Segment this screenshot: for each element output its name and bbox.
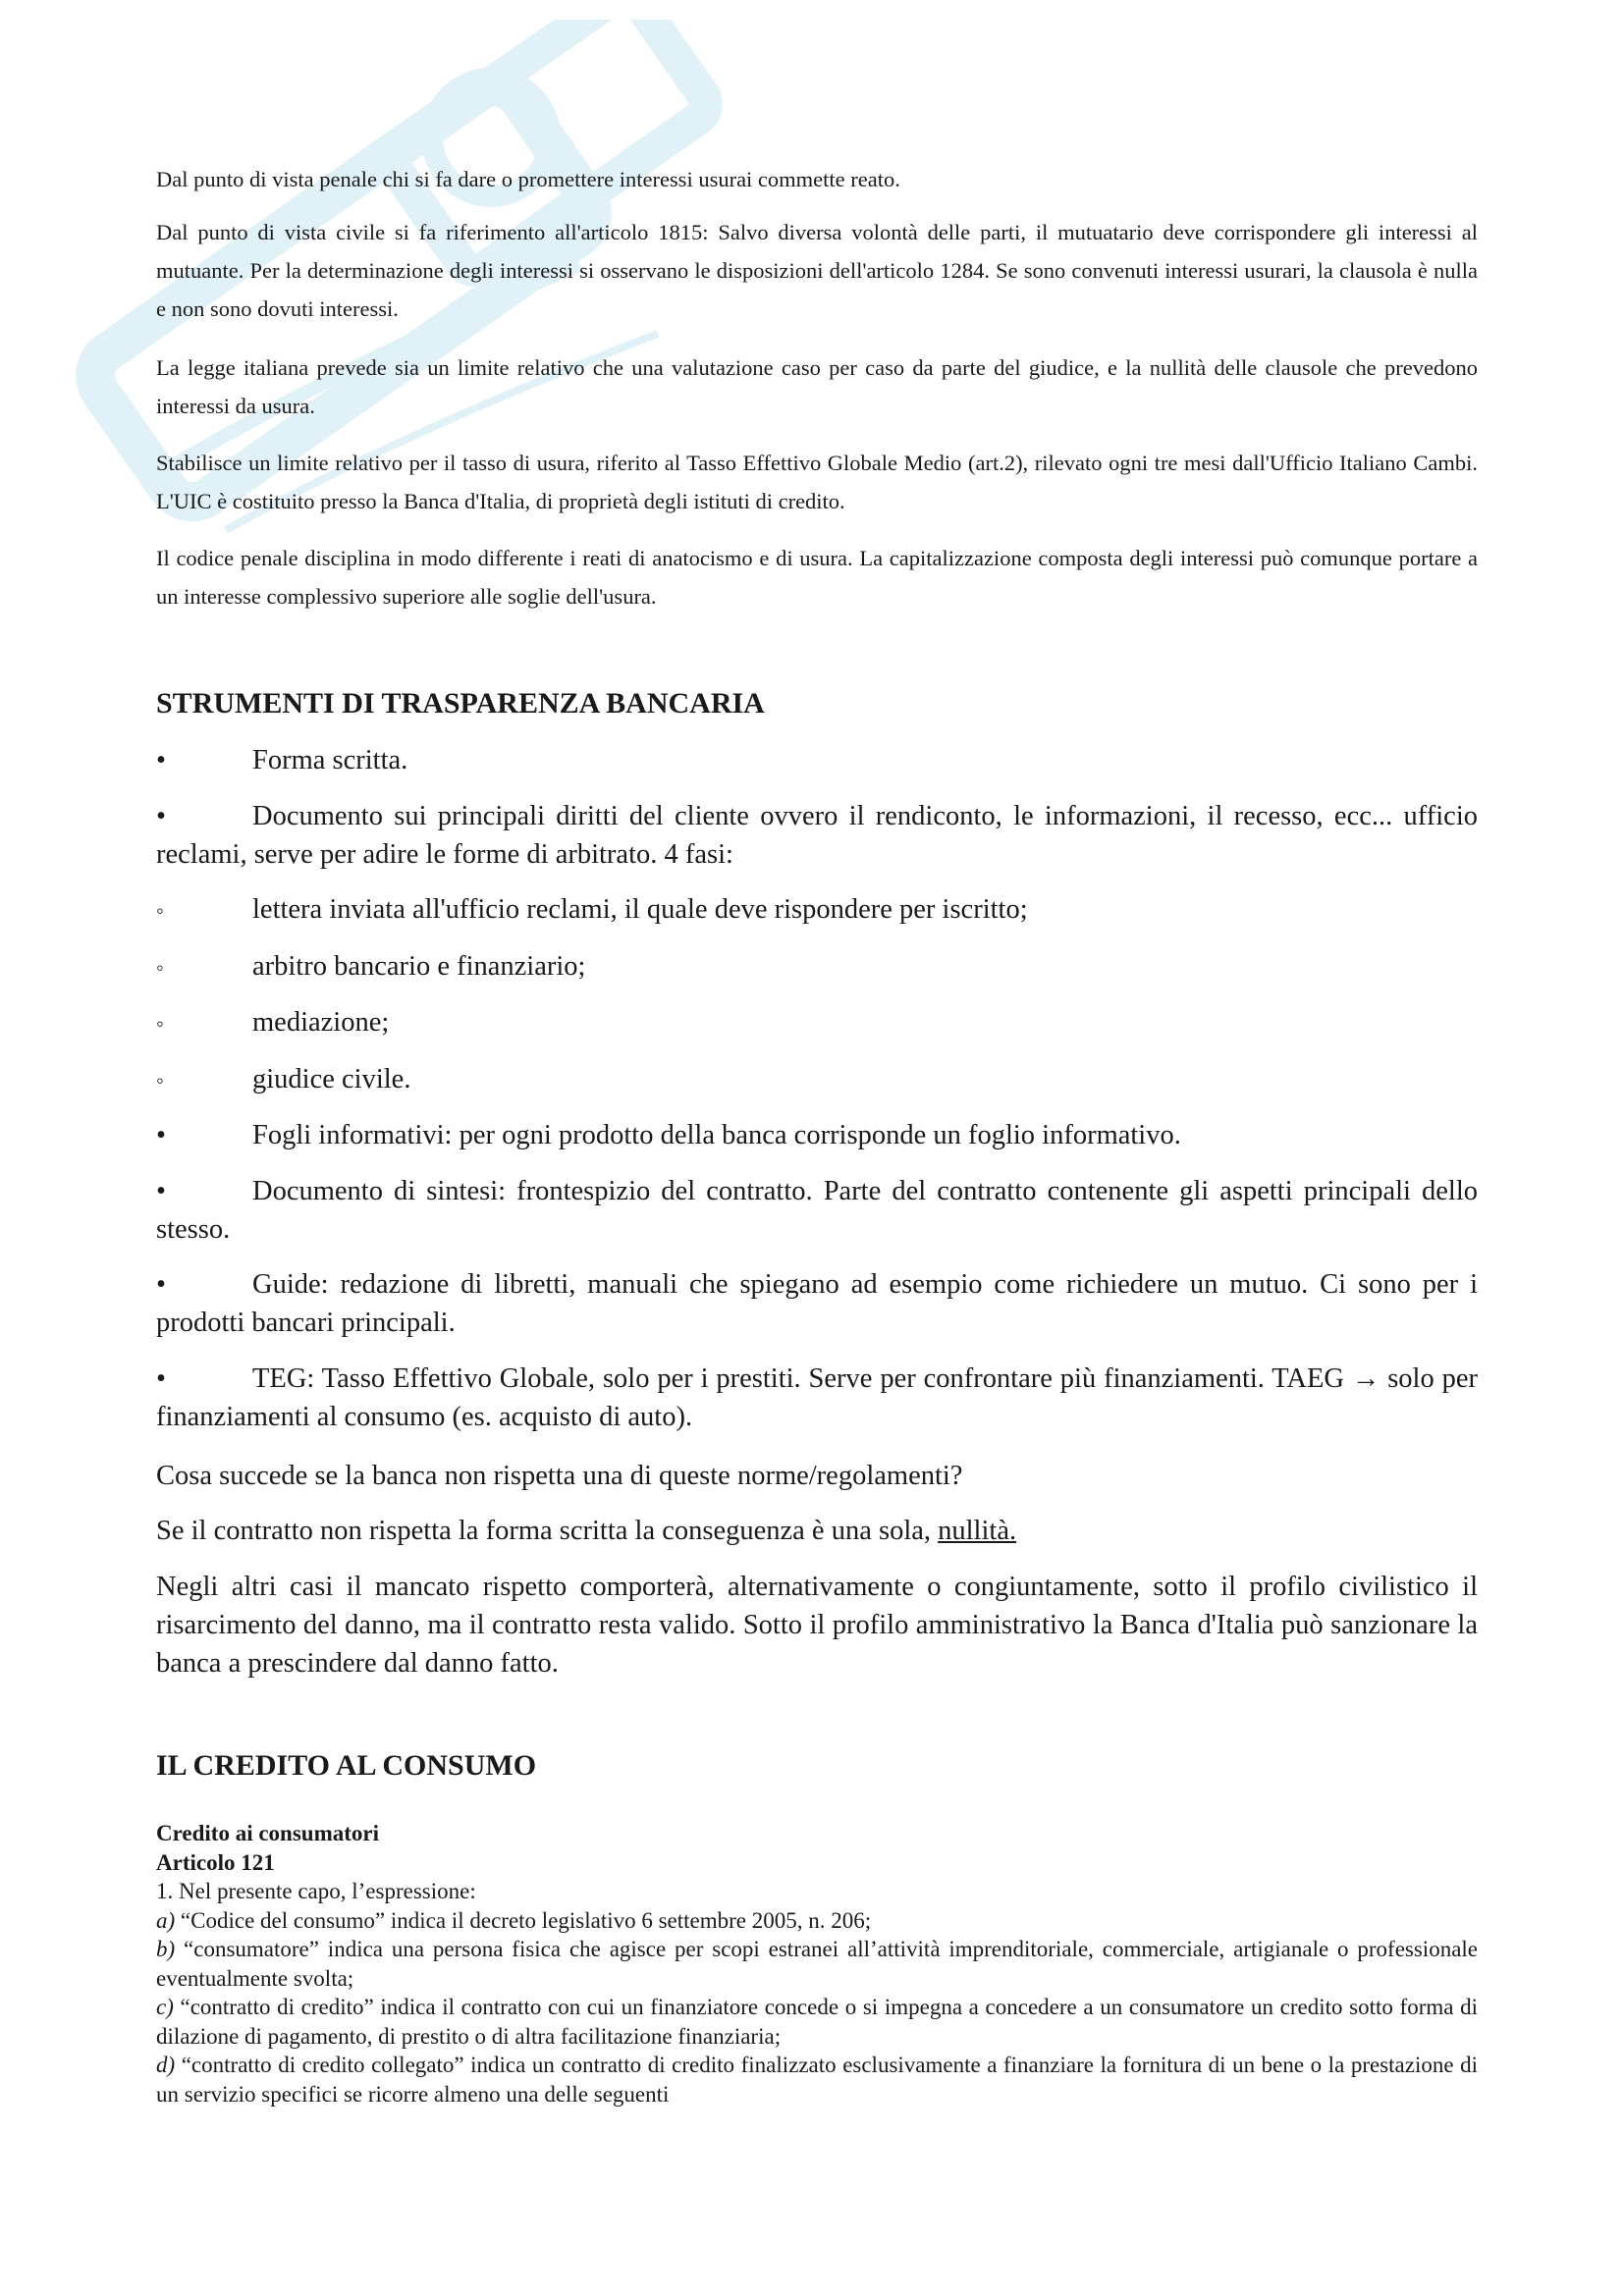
article-number: Articolo 121 [156, 1849, 275, 1875]
paragraph-civil-view: Dal punto di vista civile si fa riferimento all'articolo 1815: Salvo diversa volontà delle parti, il mutuatario deve corrispondere gli interessi al mutuante. Per la determinazione degli interessi si osservano le disposizioni dell'articolo 1284. Se sono convenuti interessi usurari, la clausola è nulla e non sono dovuti interessi. [156, 220, 1478, 321]
list-item [156, 1360, 1478, 1436]
bullet-marker: • [156, 1269, 166, 1300]
list-item-text: mediazione; [252, 1007, 390, 1038]
list-item-text: Fogli informativi: per ogni prodotto della banca corrisponde un foglio informativo. [252, 1120, 1181, 1150]
definition-letter: d) [156, 2053, 176, 2077]
bullet-marker: • [156, 745, 166, 775]
bullet-marker: • [156, 1362, 166, 1394]
closing-paragraph: Negli altri casi il mancato rispetto comporterà, alternativamente o congiuntamente, sotto il profilo civilistico il risarcimento del danno, ma il contratto resta valido. Sotto il profilo amministrativo la Banca d'Italia può sanzionare la banca a prescindere dal danno fatto. [156, 1572, 1478, 1679]
section-heading-consumer-credit: IL CREDITO AL CONSUMO [156, 1749, 537, 1782]
definition-text: “contratto di credito collegato” indica un contratto di credito finalizzato esclusivamente a finanziare la fornitura di un bene o la prestazione di un servizio specifici se ricorre almeno una delle seguenti [156, 2053, 1478, 2107]
answer-text: Se il contratto non rispetta la forma scritta la conseguenza è una sola, [156, 1516, 939, 1546]
list-item [156, 797, 1478, 874]
definition-text: “consumatore” indica una persona fisica che agisce per scopi estranei all’attività imprenditoriale, commerciale, artigianale o professionale eventualmente svolta; [156, 1937, 1478, 1991]
definition-text: “Codice del consumo” indica il decreto legislativo 6 settembre 2005, n. 206; [175, 1907, 872, 1933]
list-item-text: Forma scritta. [252, 745, 408, 775]
article-121-block [156, 1819, 1478, 2109]
definition-item [156, 2051, 1478, 2109]
paragraph-italian-law: La legge italiana prevede sia un limite relativo che una valutazione caso per caso da parte del giudice, e la nullità delle clausole che prevedono interessi da usura. [156, 355, 1478, 418]
sub-bullet-marker: ◦ [156, 954, 164, 980]
definition-item [156, 1993, 1478, 2051]
list-item [156, 1116, 1478, 1154]
list-item-text: TEG: Tasso Effettivo Globale, solo per i prestiti. Serve per confrontare più finanziamenti. TAEG → solo per finanziamenti al consumo (es. acquisto di auto). [156, 1362, 1478, 1432]
list-item-text: Documento sui principali diritti del cliente ovvero il rendiconto, le informazioni, il recesso, ecc... ufficio reclami, serve per adire le forme di arbitrato. 4 fasi: [156, 800, 1478, 870]
answer-paragraph [156, 1512, 1478, 1550]
sub-bullet-marker: ◦ [156, 898, 164, 923]
definition-item [156, 1935, 1478, 1993]
definition-text: “contratto di credito” indica il contratto con cui un finanziatore concede o si impegna a concedere a un consumatore un credito sotto forma di dilazione di pagamento, di prestito o di altra facilitazione finanziaria; [156, 1995, 1478, 2049]
nullity-underlined: nullità. [938, 1516, 1017, 1546]
definition-letter: a) [156, 1907, 176, 1933]
list-item-text: lettera inviata all'ufficio reclami, il quale deve rispondere per iscritto; [252, 894, 1028, 925]
transparency-tools-list [156, 741, 1478, 1453]
list-item [156, 890, 1478, 930]
list-item-text: giudice civile. [252, 1063, 411, 1095]
sub-bullet-marker: ◦ [156, 1067, 164, 1093]
paragraph-penal-view: Dal punto di vista penale chi si fa dare o promettere interessi usurai commette reato. [156, 167, 900, 191]
question-paragraph: Cosa succede se la banca non rispetta una di queste norme/regolamenti? [156, 1461, 963, 1491]
bullet-marker: • [156, 1175, 166, 1206]
bullet-marker: • [156, 800, 166, 831]
list-item [156, 1265, 1478, 1342]
article-intro: 1. Nel presente capo, l’espressione: [156, 1879, 476, 1903]
list-item [156, 947, 1478, 987]
list-item [156, 1003, 1478, 1042]
list-item [156, 1172, 1478, 1249]
definition-item [156, 1906, 1478, 1936]
paragraph-penal-code: Il codice penale disciplina in modo differente i reati di anatocismo e di usura. La capitalizzazione composta degli interessi può comunque portare a un interesse complessivo superiore alle soglie dell'usura. [156, 546, 1478, 609]
section-heading-transparency: STRUMENTI DI TRASPARENZA BANCARIA [156, 687, 765, 720]
list-item-text: Guide: redazione di libretti, manuali che spiegano ad esempio come richiedere un mutuo. Ci sono per i prodotti bancari principali. [156, 1269, 1478, 1338]
definition-letter: c) [156, 1995, 174, 2019]
paragraph-usury-limit: Stabilisce un limite relativo per il tasso di usura, riferito al Tasso Effettivo Globale Medio (art.2), rilevato ogni tre mesi dall'Ufficio Italiano Cambi. L'UIC è costituito presso la Banca d'Italia, di proprietà degli istituti di credito. [156, 451, 1478, 513]
bullet-marker: • [156, 1120, 166, 1150]
list-item-text: Documento di sintesi: frontespizio del contratto. Parte del contratto contenente gli aspetti principali dello stesso. [156, 1175, 1478, 1245]
law-subtitle: Credito ai consumatori [156, 1821, 380, 1845]
list-item [156, 741, 1478, 779]
definition-letter: b) [156, 1937, 176, 1961]
list-item-text: arbitro bancario e finanziario; [252, 950, 586, 982]
list-item [156, 1060, 1478, 1099]
sub-bullet-marker: ◦ [156, 1011, 164, 1036]
